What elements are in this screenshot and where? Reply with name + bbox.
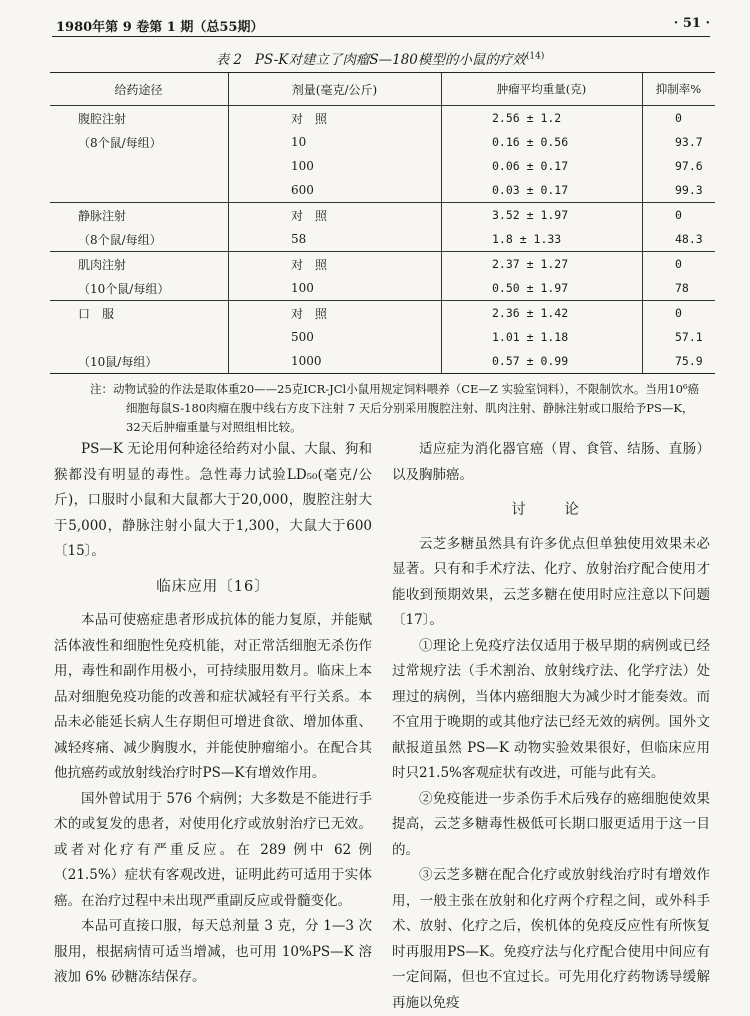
cell-rate: 0 [643, 203, 716, 228]
col-header-dose: 剂量(毫克/公斤) [229, 73, 442, 106]
table-row [50, 178, 715, 203]
table-row [50, 276, 715, 301]
table-row [50, 227, 715, 252]
cell-weight: 1.01 ± 1.18 [442, 325, 643, 349]
cell-dose: 对 照 [229, 106, 442, 131]
section-heading-clinical: 临床应用〔16〕 [156, 578, 270, 595]
col-header-weight: 肿瘤平均重量(克) [442, 73, 643, 106]
cell-weight: 2.36 ± 1.42 [442, 301, 643, 326]
cell-dose: 对 照 [229, 252, 442, 277]
clinical-paragraph-3: 本品可直接口服，每天总剂量 3 克，分 1—3 次服用，根据病情可适当增减，也可用 10%PS—K 溶液加 6% 砂糖冻结保存。 [54, 918, 372, 985]
cell-dose: 600 [229, 178, 442, 203]
cell-rate: 75.9 [643, 349, 716, 374]
clinical-paragraph-2: 国外曾试用于 576 个病例；大多数是不能进行手术的或复发的患者，对使用化疗或放射治疗已无效。或者对化疗有严重反应。在 289 例中 62 例（21.5%）症状有客观改进，证明此药可适用于实体癌。在治疗过程中未出现严重副反应或骨髓变化。 [54, 790, 372, 909]
journal-issue: 1980年第 9 卷第 1 期（总55期） [56, 20, 264, 35]
cell-dose: 对 照 [229, 203, 442, 228]
discussion-point-2: ②免疫能进一步杀伤手术后残存的癌细胞使效果提高，云芝多糖毒性极低可长期口服更适用于这一目的。 [392, 790, 710, 858]
cell-dose: 1000 [229, 349, 442, 374]
col-header-rate: 抑制率% [643, 73, 716, 106]
right-column [392, 437, 710, 1016]
table-footnote: 注：动物试验的作法是取体重20——25克ICR-JCl小鼠用规定饲料喂养（CE—Z 实验室饲料），不限制饮水。当用10⁶癌细胞每鼠S-180肉瘤在腹中线右方皮下注射 7 天后分别采用腹腔注射、肌肉注射、静脉注射或口服给予PS—K，32天后肿瘤重量与对照组相比较。 [90, 382, 700, 434]
cell-weight: 3.52 ± 1.97 [442, 203, 643, 228]
cell-rate: 48.3 [643, 227, 716, 252]
cell-route [50, 154, 229, 178]
table-row [50, 130, 715, 154]
cell-dose: 58 [229, 227, 442, 252]
cell-weight: 0.16 ± 0.56 [442, 130, 643, 154]
cell-rate: 78 [643, 276, 716, 301]
cell-route [50, 178, 229, 203]
table-row [50, 325, 715, 349]
cell-weight: 0.50 ± 1.97 [442, 276, 643, 301]
table-caption [50, 48, 710, 68]
cell-rate: 97.6 [643, 154, 716, 178]
table-label: 表 2 [215, 52, 243, 68]
cell-rate: 0 [643, 106, 716, 131]
table-header-row [50, 73, 715, 106]
running-header [52, 14, 710, 37]
table-body [50, 106, 715, 374]
table-row [50, 252, 715, 277]
cell-route: （8个鼠/每组） [50, 227, 229, 252]
cell-dose: 100 [229, 154, 442, 178]
cell-route: 腹腔注射 [78, 111, 127, 126]
discussion-point-1: ①理论上免疫疗法仅适用于极早期的病例或已经过常规疗法（手术割治、放射线疗法、化学疗法）处理过的病例，当体内癌细胞大为减少时才能奏效。而不宜用于晚期的或其他疗法已经无效的病例。国外文献报道虽然 PS—K 动物实验效果很好，但临床应用时只21.5%客观症状有改进，可能与此有关。 [392, 637, 710, 781]
table-row [50, 349, 715, 374]
cell-weight: 2.56 ± 1.2 [442, 106, 643, 131]
table-title: PS-K对建立了肉瘤S—180模型的小鼠的疗效 [254, 52, 526, 68]
cell-route: （10个鼠/每组） [50, 276, 229, 301]
left-column [54, 437, 372, 991]
cell-rate: 99.3 [643, 178, 716, 203]
page-number: · 51 · [673, 16, 710, 31]
table-row [50, 154, 715, 178]
toxicity-paragraph: PS—K 无论用何种途径给药对小鼠、大鼠、狗和猴都没有明显的毒性。急性毒力试验LD₅₀(毫克/公斤)，口服时小鼠和大鼠都大于20,000，腹腔注射大于5,000，静脉注射小鼠大于1,300，大鼠大于600〔15〕。 [54, 441, 372, 559]
cell-weight: 2.37 ± 1.27 [442, 252, 643, 277]
cell-weight: 1.8 ± 1.33 [442, 227, 643, 252]
cell-dose: 10 [229, 130, 442, 154]
cell-route [50, 325, 229, 349]
indication-paragraph: 适应症为消化器官癌（胃、食管、结肠、直肠）以及胸肺癌。 [392, 441, 710, 483]
cell-dose: 500 [229, 325, 442, 349]
cell-rate: 0 [643, 252, 716, 277]
cell-rate: 57.1 [643, 325, 716, 349]
col-header-route: 给药途径 [50, 73, 229, 106]
table-title-ref: (14) [525, 51, 545, 62]
cell-rate: 0 [643, 301, 716, 326]
cell-route: （10鼠/每组） [50, 349, 229, 374]
cell-route: 静脉注射 [78, 208, 127, 223]
discussion-point-3: ③云芝多糖在配合化疗或放射线治疗时有增效作用，一般主张在放射和化疗两个疗程之间，或外科手术、放射、化疗之后，俟机体的免疫反应性有所恢复时再服用PS—K。免疫疗法与化疗配合使用中间应有一定间隔，但也不宜过长。可先用化疗药物诱导缓解再施以免疫 [392, 867, 710, 1011]
table-row [50, 106, 715, 131]
table-row [50, 203, 715, 228]
clinical-paragraph-1: 本品可使癌症患者形成抗体的能力复原，并能赋活体液性和细胞性免疫机能，对正常活细胞无杀伤作用，毒性和副作用极小，可持续服用数月。临床上本品对细胞免疫功能的改善和症状减轻有平行关系。本品未必能延长病人生存期但可增进食欲、增加体重、减轻疼痛、减少胸腹水，并能使肿瘤缩小。在配合其他抗癌药或放射线治疗时PS—K有增效作用。 [54, 612, 372, 781]
cell-dose: 100 [229, 276, 442, 301]
cell-weight: 0.03 ± 0.17 [442, 178, 643, 203]
section-heading-discussion: 讨 论 [511, 502, 591, 518]
cell-dose: 对 照 [229, 301, 442, 326]
cell-route: （8个鼠/每组） [78, 135, 162, 150]
cell-weight: 0.57 ± 0.99 [442, 349, 643, 374]
discussion-paragraph-1: 云芝多糖虽然具有许多优点但单独使用效果未必显著。只有和手术疗法、化疗、放射治疗配合使用才能收到预期效果，云芝多糖在使用时应注意以下问题〔17〕。 [392, 535, 710, 628]
cell-weight: 0.06 ± 0.17 [442, 154, 643, 178]
table-row [50, 301, 715, 326]
cell-route: 肌肉注射 [78, 257, 127, 272]
cell-route: 口 服 [78, 306, 115, 321]
cell-rate: 93.7 [643, 130, 716, 154]
efficacy-table [50, 72, 715, 374]
